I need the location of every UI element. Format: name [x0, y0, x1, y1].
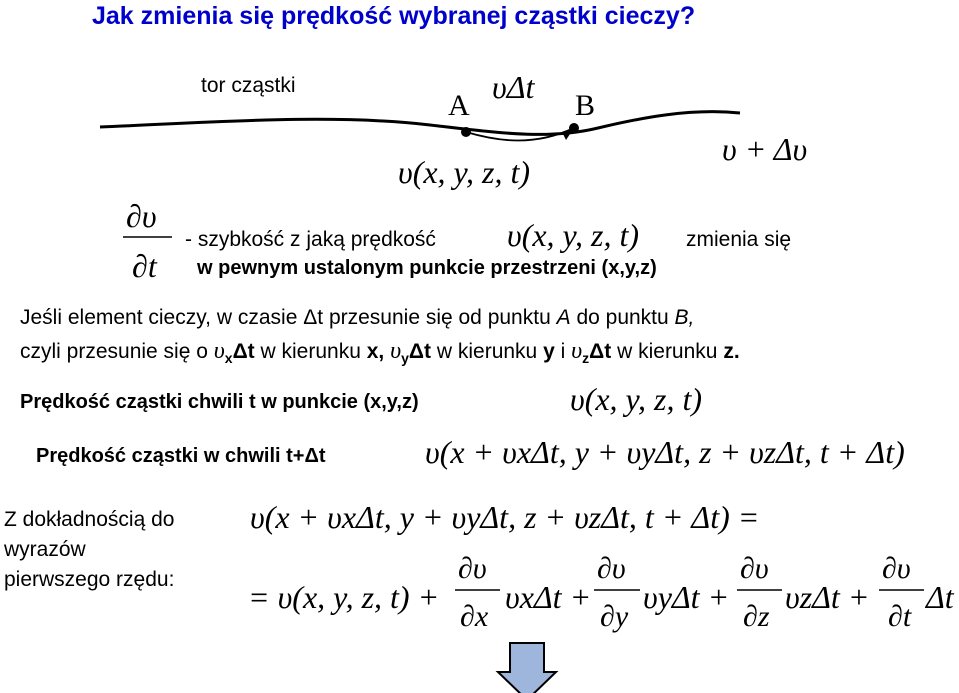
velocity-now-formula: υ(x, y, z, t): [570, 381, 702, 417]
point-a-label: A: [448, 89, 470, 122]
partial-dt: ∂t: [132, 248, 157, 284]
approx-label-line1: Z dokładnością do: [4, 508, 175, 531]
partial-v-y: ∂υ: [597, 552, 626, 585]
approx-label-line2: wyrazów: [4, 538, 86, 561]
displacement-label: υΔt: [492, 69, 535, 105]
partial-z: ∂z: [743, 600, 770, 633]
definition-line1-prefix: - szybkość z jaką prędkość: [185, 228, 436, 251]
velocity-at-a: υ(x, y, z, t): [398, 154, 530, 190]
slide-title: Jak zmienia się prędkość wybranej cząstki cieczy?: [92, 2, 696, 30]
partial-v-x: ∂υ: [458, 552, 487, 585]
approx-lhs: υ(x + υxΔt, y + υyΔt, z + υzΔt, t + Δt) =: [250, 499, 760, 535]
paragraph-line2: czyli przesunie się o $\upsilon_x\Delta t$ w kierunku x, $\upsilon_y\Delta t$ w kierunku y i $\upsilon_z\Delta t$ w kierunku z.: [20, 338, 740, 366]
path-label: tor cząstki: [201, 74, 296, 97]
point-a-dot: [461, 127, 471, 137]
velocity-later-formula: υ(x + υxΔt, y + υyΔt, z + υzΔt, t + Δt): [425, 434, 905, 470]
approx-label-line3: pierwszego rzędu:: [4, 568, 175, 591]
term-z: υzΔt +: [785, 579, 870, 615]
down-arrow-icon: [498, 643, 556, 693]
partial-t: ∂t: [888, 600, 912, 633]
paragraph-line1: Jeśli element cieczy, w czasie Δt przesunie się od punktu A do punktu B,: [20, 306, 695, 329]
point-b-label: B: [575, 89, 596, 122]
velocity-at-b: υ + Δυ: [722, 131, 808, 167]
particle-path-curve: [100, 112, 740, 135]
first-order-approximation: [3, 499, 955, 633]
term-y: υyΔt +: [643, 579, 730, 615]
paragraph: [20, 306, 740, 366]
definition-line1-formula: υ(x, y, z, t): [507, 217, 639, 253]
definition-line2: w pewnym ustalonym punkcie przestrzeni (x,y,z): [197, 257, 657, 279]
partial-v-z: ∂υ: [740, 552, 769, 585]
velocity-now-label: Prędkość cząstki chwili t w punkcie (x,y,z): [20, 391, 419, 413]
partial-x: ∂x: [460, 600, 489, 633]
partial-v-t: ∂υ: [882, 552, 911, 585]
term-t: Δt: [926, 579, 954, 615]
particle-path-diagram: [100, 69, 807, 190]
approx-rhs-start: = υ(x, y, z, t) +: [248, 579, 440, 615]
partial-dv: ∂υ: [126, 198, 157, 234]
partial-derivative-definition: [123, 198, 791, 284]
term-x: υxΔt +: [505, 579, 592, 615]
velocity-later-label: Prędkość cząstki w chwili t+Δt: [36, 445, 326, 467]
partial-y: ∂y: [600, 600, 629, 633]
definition-line1-suffix: zmienia się: [686, 228, 792, 251]
point-b-dot: [569, 123, 579, 133]
